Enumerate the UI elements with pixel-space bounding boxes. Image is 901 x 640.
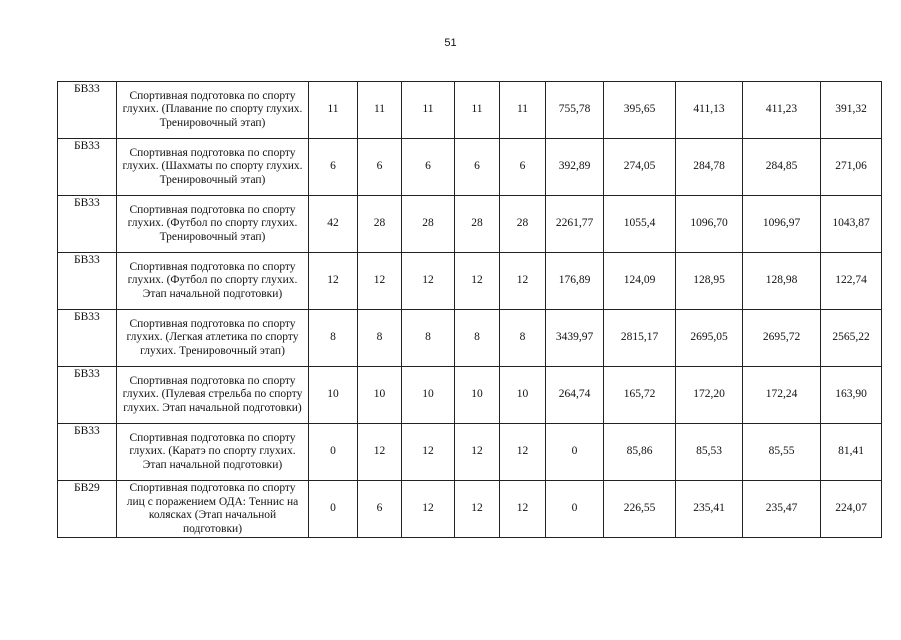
data-table: [57, 81, 882, 538]
row-value-3: 8: [402, 310, 455, 367]
row-service-name: Спортивная подготовка по спорту глухих. (Плавание по спорту глухих. Тренировочный этап): [117, 82, 309, 139]
row-value-6: 3439,97: [546, 310, 604, 367]
table-row: [58, 310, 882, 367]
row-value-4: 12: [455, 424, 500, 481]
row-value-6: 264,74: [546, 367, 604, 424]
row-value-9: 172,24: [743, 367, 821, 424]
row-value-5: 12: [500, 481, 546, 538]
table-row: [58, 82, 882, 139]
row-value-7: 165,72: [604, 367, 676, 424]
row-code: БВ33: [58, 367, 117, 424]
row-value-9: 128,98: [743, 253, 821, 310]
row-value-7: 1055,4: [604, 196, 676, 253]
row-code: БВ33: [58, 253, 117, 310]
table-row: [58, 196, 882, 253]
row-value-3: 12: [402, 424, 455, 481]
row-value-8: 172,20: [676, 367, 743, 424]
row-value-9: 411,23: [743, 82, 821, 139]
row-value-1: 11: [309, 82, 358, 139]
row-code: БВ33: [58, 139, 117, 196]
row-value-7: 124,09: [604, 253, 676, 310]
row-value-9: 85,55: [743, 424, 821, 481]
row-value-9: 2695,72: [743, 310, 821, 367]
row-value-7: 274,05: [604, 139, 676, 196]
row-value-1: 8: [309, 310, 358, 367]
row-value-4: 8: [455, 310, 500, 367]
page-number: 51: [444, 37, 457, 49]
table-row: [58, 139, 882, 196]
row-value-7: 2815,17: [604, 310, 676, 367]
row-service-name: Спортивная подготовка по спорту глухих. (Каратэ по спорту глухих. Этап начальной подготовки): [117, 424, 309, 481]
row-code: БВ33: [58, 424, 117, 481]
row-value-8: 85,53: [676, 424, 743, 481]
row-value-6: 2261,77: [546, 196, 604, 253]
row-value-5: 12: [500, 253, 546, 310]
row-value-1: 0: [309, 481, 358, 538]
row-value-3: 28: [402, 196, 455, 253]
row-value-10: 1043,87: [821, 196, 882, 253]
row-value-7: 226,55: [604, 481, 676, 538]
row-value-2: 10: [358, 367, 402, 424]
row-value-5: 28: [500, 196, 546, 253]
row-code: БВ33: [58, 196, 117, 253]
row-service-name: Спортивная подготовка по спорту лиц с поражением ОДА: Теннис на колясках (Этап начальной подготовки): [117, 481, 309, 538]
row-value-1: 12: [309, 253, 358, 310]
row-value-3: 11: [402, 82, 455, 139]
row-value-4: 10: [455, 367, 500, 424]
row-value-5: 12: [500, 424, 546, 481]
row-value-4: 11: [455, 82, 500, 139]
row-value-2: 12: [358, 424, 402, 481]
row-value-1: 42: [309, 196, 358, 253]
table-body: [58, 82, 882, 538]
table-row: [58, 481, 882, 538]
table-row: [58, 424, 882, 481]
row-value-2: 8: [358, 310, 402, 367]
row-value-6: 0: [546, 424, 604, 481]
row-value-10: 122,74: [821, 253, 882, 310]
row-value-4: 28: [455, 196, 500, 253]
row-value-8: 235,41: [676, 481, 743, 538]
row-value-2: 11: [358, 82, 402, 139]
row-value-10: 391,32: [821, 82, 882, 139]
table-row: [58, 253, 882, 310]
row-code: БВ29: [58, 481, 117, 538]
row-value-1: 6: [309, 139, 358, 196]
row-value-6: 392,89: [546, 139, 604, 196]
row-value-3: 6: [402, 139, 455, 196]
row-value-8: 2695,05: [676, 310, 743, 367]
row-value-2: 6: [358, 481, 402, 538]
row-value-2: 28: [358, 196, 402, 253]
row-value-10: 271,06: [821, 139, 882, 196]
row-value-8: 411,13: [676, 82, 743, 139]
row-code: БВ33: [58, 82, 117, 139]
row-value-2: 6: [358, 139, 402, 196]
row-value-4: 12: [455, 253, 500, 310]
row-value-3: 10: [402, 367, 455, 424]
row-code: БВ33: [58, 310, 117, 367]
row-value-7: 395,65: [604, 82, 676, 139]
row-value-4: 12: [455, 481, 500, 538]
row-value-10: 163,90: [821, 367, 882, 424]
row-value-10: 2565,22: [821, 310, 882, 367]
row-value-3: 12: [402, 481, 455, 538]
row-value-7: 85,86: [604, 424, 676, 481]
row-value-3: 12: [402, 253, 455, 310]
row-value-2: 12: [358, 253, 402, 310]
row-value-8: 1096,70: [676, 196, 743, 253]
row-value-9: 235,47: [743, 481, 821, 538]
row-service-name: Спортивная подготовка по спорту глухих. (Футбол по спорту глухих. Тренировочный этап): [117, 196, 309, 253]
row-value-8: 284,78: [676, 139, 743, 196]
row-value-5: 6: [500, 139, 546, 196]
row-value-6: 176,89: [546, 253, 604, 310]
row-value-9: 284,85: [743, 139, 821, 196]
row-service-name: Спортивная подготовка по спорту глухих. (Футбол по спорту глухих. Этап начальной подготовки): [117, 253, 309, 310]
row-value-9: 1096,97: [743, 196, 821, 253]
row-service-name: Спортивная подготовка по спорту глухих. (Пулевая стрельба по спорту глухих. Этап начальной подготовки): [117, 367, 309, 424]
row-value-10: 81,41: [821, 424, 882, 481]
row-service-name: Спортивная подготовка по спорту глухих. (Легкая атлетика по спорту глухих. Тренировочный этап): [117, 310, 309, 367]
row-service-name: Спортивная подготовка по спорту глухих. (Шахматы по спорту глухих. Тренировочный этап): [117, 139, 309, 196]
row-value-10: 224,07: [821, 481, 882, 538]
row-value-5: 10: [500, 367, 546, 424]
row-value-8: 128,95: [676, 253, 743, 310]
table-row: [58, 367, 882, 424]
row-value-6: 755,78: [546, 82, 604, 139]
row-value-4: 6: [455, 139, 500, 196]
row-value-5: 8: [500, 310, 546, 367]
row-value-6: 0: [546, 481, 604, 538]
row-value-1: 0: [309, 424, 358, 481]
row-value-1: 10: [309, 367, 358, 424]
row-value-5: 11: [500, 82, 546, 139]
